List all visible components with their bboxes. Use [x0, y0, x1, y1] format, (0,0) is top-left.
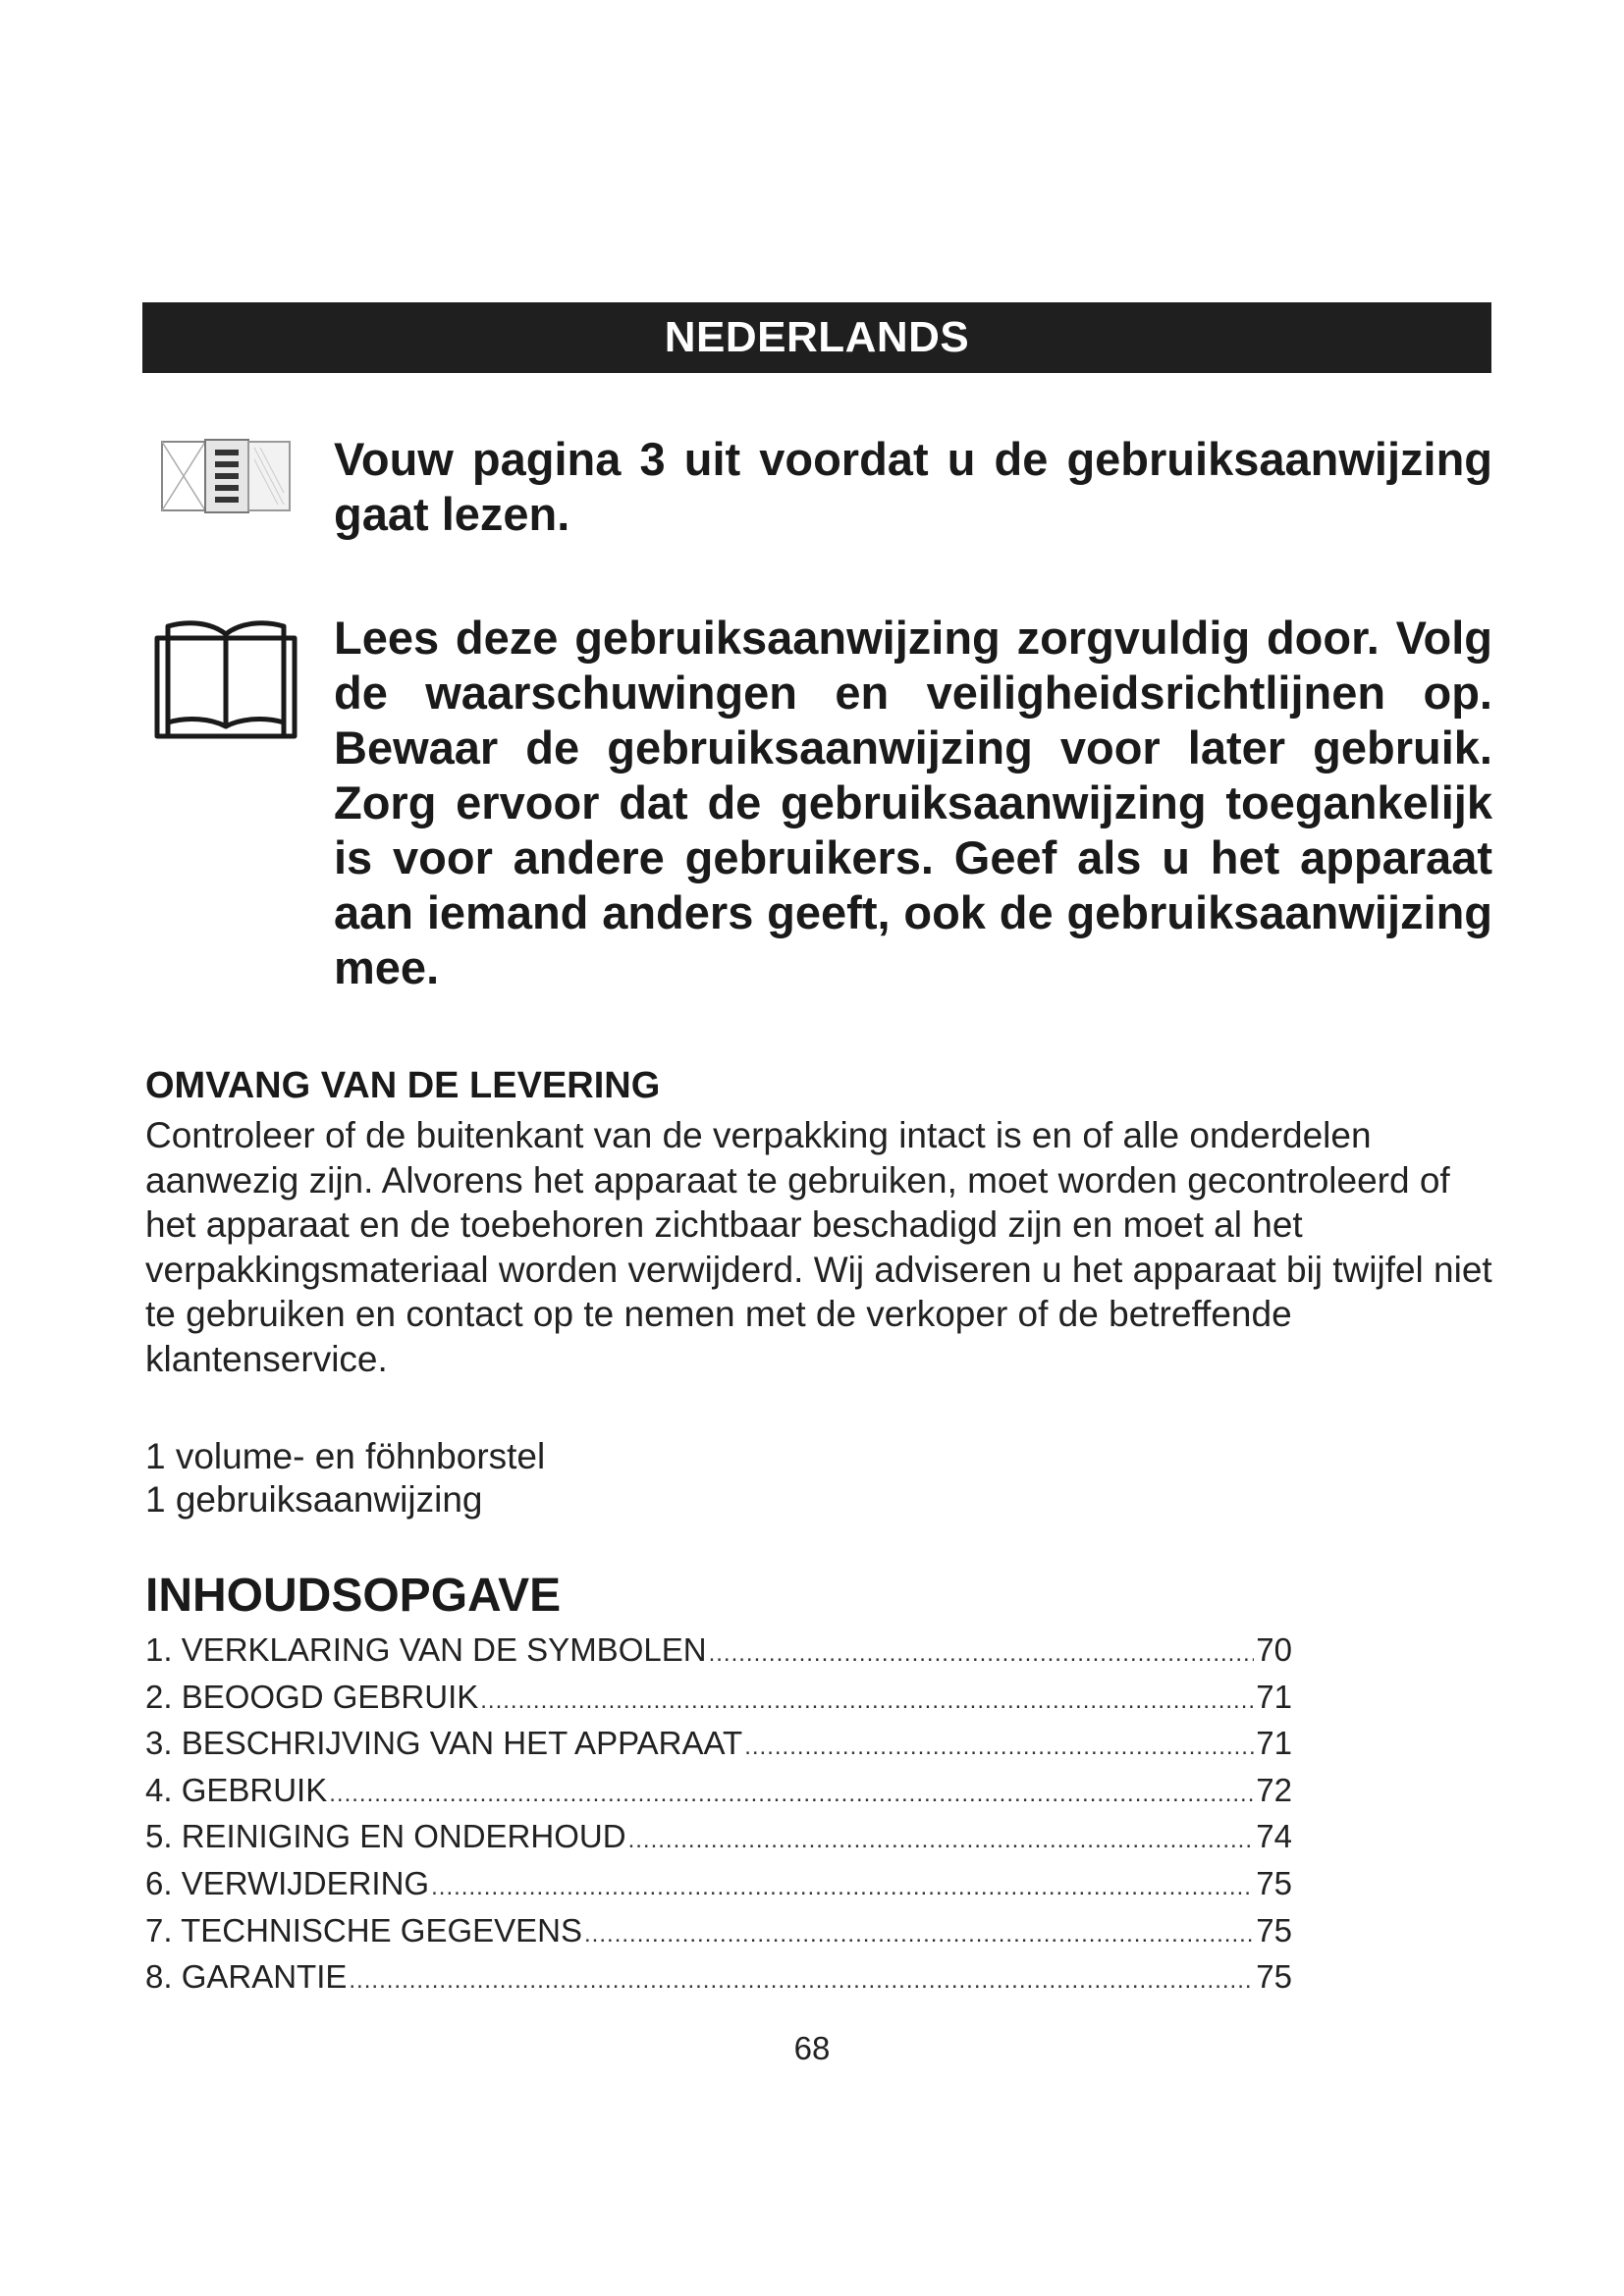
list-item: 1 gebruiksaanwijzing — [145, 1479, 483, 1520]
toc-entry-label: 7. TECHNISCHE GEGEVENS — [145, 1911, 583, 1949]
delivery-heading: OMVANG VAN DE LEVERING — [145, 1065, 661, 1106]
read-manual-text: Lees deze gebruiksaanwijzing zorgvuldig door. Volg de waarschuwingen en veiligheidsrichtlijnen op. Bewaar de gebruiksaanwijzing voor later gebruik. Zorg ervoor dat de gebruiksaanwijzing toegankelijk is voor andere gebruikers. Geef als u het apparaat aan iemand anders geeft, ook de gebruiksaanwijzing mee. — [334, 612, 1492, 993]
delivery-paragraph: Controleer of de buitenkant van de verpakking intact is en of alle onderdelen aanwezig zijn. Alvorens het apparaat te gebruiken, moet worden gecontroleerd of het apparaat en de toebehoren zichtbaar beschadigd zijn en moet al het verpakkingsmateriaal worden verwijderd. Wij adviseren u het apparaat bij twijfel niet te gebruiken en contact op te nemen met de verkoper of de betreffende klantenservice. — [145, 1115, 1492, 1379]
toc-entry-page: 75 — [1256, 1958, 1292, 1996]
toc-leader-dots — [709, 1640, 1255, 1668]
toc-entry-label: 1. VERKLARING VAN DE SYMBOLEN — [145, 1631, 707, 1668]
language-header — [142, 302, 1491, 373]
toc-leader-dots — [431, 1874, 1254, 1901]
toc-entry-page: 72 — [1256, 1771, 1292, 1808]
toc-entry-page: 74 — [1256, 1818, 1292, 1855]
list-item: 1 volume- en föhnborstel — [145, 1436, 546, 1476]
toc-entry-label: 2. BEOOGD GEBRUIK — [145, 1678, 479, 1715]
toc-entry-label: 8. GARANTIE — [145, 1958, 348, 1996]
read-manual-notice — [152, 611, 1492, 993]
open-book-icon — [152, 616, 299, 744]
fold-out-page-icon — [152, 432, 299, 520]
delivery-items — [145, 1435, 545, 1522]
toc-leader-dots — [349, 1967, 1254, 1995]
toc-leader-dots — [584, 1921, 1254, 1949]
language-label: NEDERLANDS — [664, 313, 970, 361]
toc-entry[interactable] — [145, 1725, 1292, 1772]
toc-entry[interactable] — [145, 1631, 1292, 1679]
toc-heading: INHOUDSOPGAVE — [145, 1570, 562, 1622]
toc-leader-dots — [329, 1781, 1254, 1808]
toc-entry-page: 71 — [1256, 1678, 1292, 1715]
toc-leader-dots — [628, 1827, 1255, 1854]
table-of-contents — [145, 1631, 1292, 2005]
toc-entry[interactable] — [145, 1772, 1292, 1819]
toc-entry-label: 4. GEBRUIK — [145, 1771, 328, 1808]
toc-entry-label: 6. VERWIJDERING — [145, 1864, 430, 1901]
toc-entry[interactable] — [145, 1818, 1292, 1865]
toc-entry-label: 5. REINIGING EN ONDERHOUD — [145, 1818, 626, 1855]
toc-entry[interactable] — [145, 1958, 1292, 2005]
fold-out-notice — [152, 432, 1492, 550]
toc-entry[interactable] — [145, 1912, 1292, 1959]
toc-entry-page: 70 — [1256, 1631, 1292, 1668]
toc-entry-label: 3. BESCHRIJVING VAN HET APPARAAT — [145, 1725, 743, 1762]
toc-leader-dots — [744, 1734, 1254, 1761]
toc-leader-dots — [480, 1687, 1254, 1715]
page-number: 68 — [793, 2030, 831, 2066]
fold-out-text: Vouw pagina 3 uit voordat u de gebruiksaanwijzing gaat lezen. — [334, 433, 1492, 540]
toc-entry[interactable] — [145, 1679, 1292, 1726]
toc-entry[interactable] — [145, 1865, 1292, 1912]
toc-entry-page: 75 — [1256, 1864, 1292, 1901]
toc-entry-page: 75 — [1256, 1911, 1292, 1949]
toc-entry-page: 71 — [1256, 1725, 1292, 1762]
